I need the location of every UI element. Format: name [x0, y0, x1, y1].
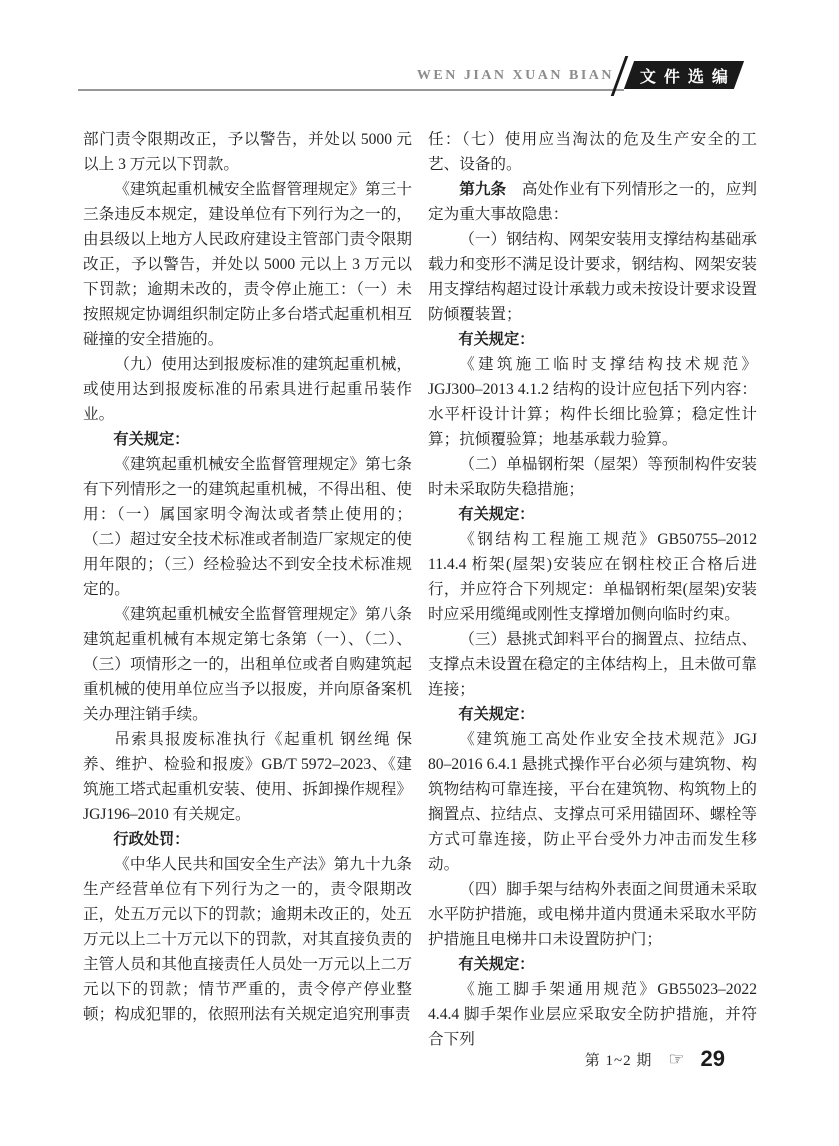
- paragraph: 第九条 高处作业有下列情形之一的，应判定为重大事故隐患：: [428, 181, 757, 223]
- right-column: [428, 127, 757, 1052]
- header-english-title: WEN JIAN XUAN BIAN: [416, 68, 614, 83]
- section-heading: 有关规定：: [458, 706, 535, 723]
- paragraph: （一）钢结构、网架安装用支撑结构基础承载力和变形不满足设计要求，钢结构、网架安装用支撑结构超过设计承载力或未按设计要求设置防倾覆装置；: [428, 231, 757, 323]
- paragraph: 《建筑起重机械安全监督管理规定》第三十三条违反本规定，建设单位有下列行为之一的，由县级以上地方人民政府建设主管部门责令限期改正，予以警告，并处以 5000 元以上 3 万元以下罚款；逾期未改的，责令停止施工：（一）未按照规定协调组织制定防止多台塔式起重机相互碰撞的安全措施的。: [83, 181, 412, 348]
- pointing-hand-icon: ☞: [668, 1049, 685, 1069]
- paragraph: 《施工脚手架通用规范》GB55023–2022 4.4.4 脚手架作业层应采取安全防护措施，并符合下列: [428, 981, 757, 1048]
- section-heading: 有关规定：: [458, 506, 535, 523]
- paragraph: 《钢结构工程施工规范》GB50755–2012 11.4.4 桁架(屋架)安装应在钢柱校正合格后进行，并应符合下列规定：单榀钢桁架(屋架)安装时应采用缆绳或刚性支撑增加侧向临时约束。: [428, 531, 757, 623]
- article-number: 第九条: [459, 181, 507, 198]
- paragraph: 部门责令限期改正，予以警告，并处以 5000 元以上 3 万元以下罚款。: [83, 131, 412, 173]
- page-number: 29: [700, 1046, 725, 1071]
- page-content: [83, 127, 757, 1052]
- paragraph: 《建筑施工高处作业安全技术规范》JGJ 80–2016 6.4.1 悬挑式操作平台必须与建筑物、构筑物结构可靠连接，平台在建筑物、构筑物上的搁置点、拉结点、支撑点可采用锚固环、螺栓等方式可靠连接，防止平台受外力冲击而发生移动。: [428, 731, 757, 873]
- section-heading: 有关规定：: [113, 431, 190, 448]
- paragraph: 任：（七）使用应当淘汰的危及生产安全的工艺、设备的。: [428, 131, 757, 173]
- section-heading: 行政处罚：: [113, 831, 190, 848]
- section-heading: 有关规定：: [458, 956, 535, 973]
- paragraph: （九）使用达到报废标准的建筑起重机械，或使用达到报废标准的吊索具进行起重吊装作业。: [83, 356, 412, 423]
- paragraph: 《建筑起重机械安全监督管理规定》第八条建筑起重机械有本规定第七条第（一）、（二）、（三）项情形之一的，出租单位或者自购建筑起重机械的使用单位应当予以报废，并向原备案机关办理注销手续。: [83, 606, 412, 723]
- paragraph: 《建筑起重机械安全监督管理规定》第七条有下列情形之一的建筑起重机械，不得出租、使用：（一）属国家明令淘汰或者禁止使用的；（二）超过安全技术标准或者制造厂家规定的使用年限的；（三）经检验达不到安全技术标准规定的。: [83, 456, 412, 598]
- paragraph: 《中华人民共和国安全生产法》第九十九条生产经营单位有下列行为之一的，责令限期改正，处五万元以下的罚款；逾期未改正的，处五万元以上二十万元以下的罚款，对其直接负责的主管人员和其他直接责任人员处一万元以上二万元以下的罚款；情节严重的，责令停产停业整顿；构成犯罪的，依照刑法有关规定追究刑事责: [83, 856, 412, 1023]
- left-column: [83, 127, 412, 1052]
- header-rule: [78, 89, 624, 91]
- paragraph: （三）悬挑式卸料平台的搁置点、拉结点、支撑点未设置在稳定的主体结构上，且未做可靠连接；: [428, 631, 757, 698]
- header-chinese-title: 文件选编: [639, 68, 736, 86]
- paragraph: 《建筑施工临时支撑结构技术规范》JGJ300–2013 4.1.2 结构的设计应包括下列内容：水平杆设计计算；构件长细比验算；稳定性计算；抗倾覆验算；地基承载力验算。: [428, 356, 757, 448]
- issue-label: 第 1~2 期: [584, 1052, 653, 1069]
- paragraph: （二）单榀钢桁架（屋架）等预制构件安装时未采取防失稳措施；: [428, 456, 757, 498]
- paragraph: 吊索具报废标准执行《起重机 钢丝绳 保养、维护、检验和报废》GB/T 5972–2023、《建筑施工塔式起重机安装、使用、拆卸操作规程》JGJ196–2010 有关规定。: [83, 731, 412, 823]
- section-heading: 有关规定：: [458, 331, 535, 348]
- header-title-badge: [624, 61, 744, 89]
- paragraph: （四）脚手架与结构外表面之间贯通未采取水平防护措施，或电梯井道内贯通未采取水平防护措施且电梯井口未设置防护门；: [428, 881, 757, 948]
- page-footer: [83, 1044, 757, 1074]
